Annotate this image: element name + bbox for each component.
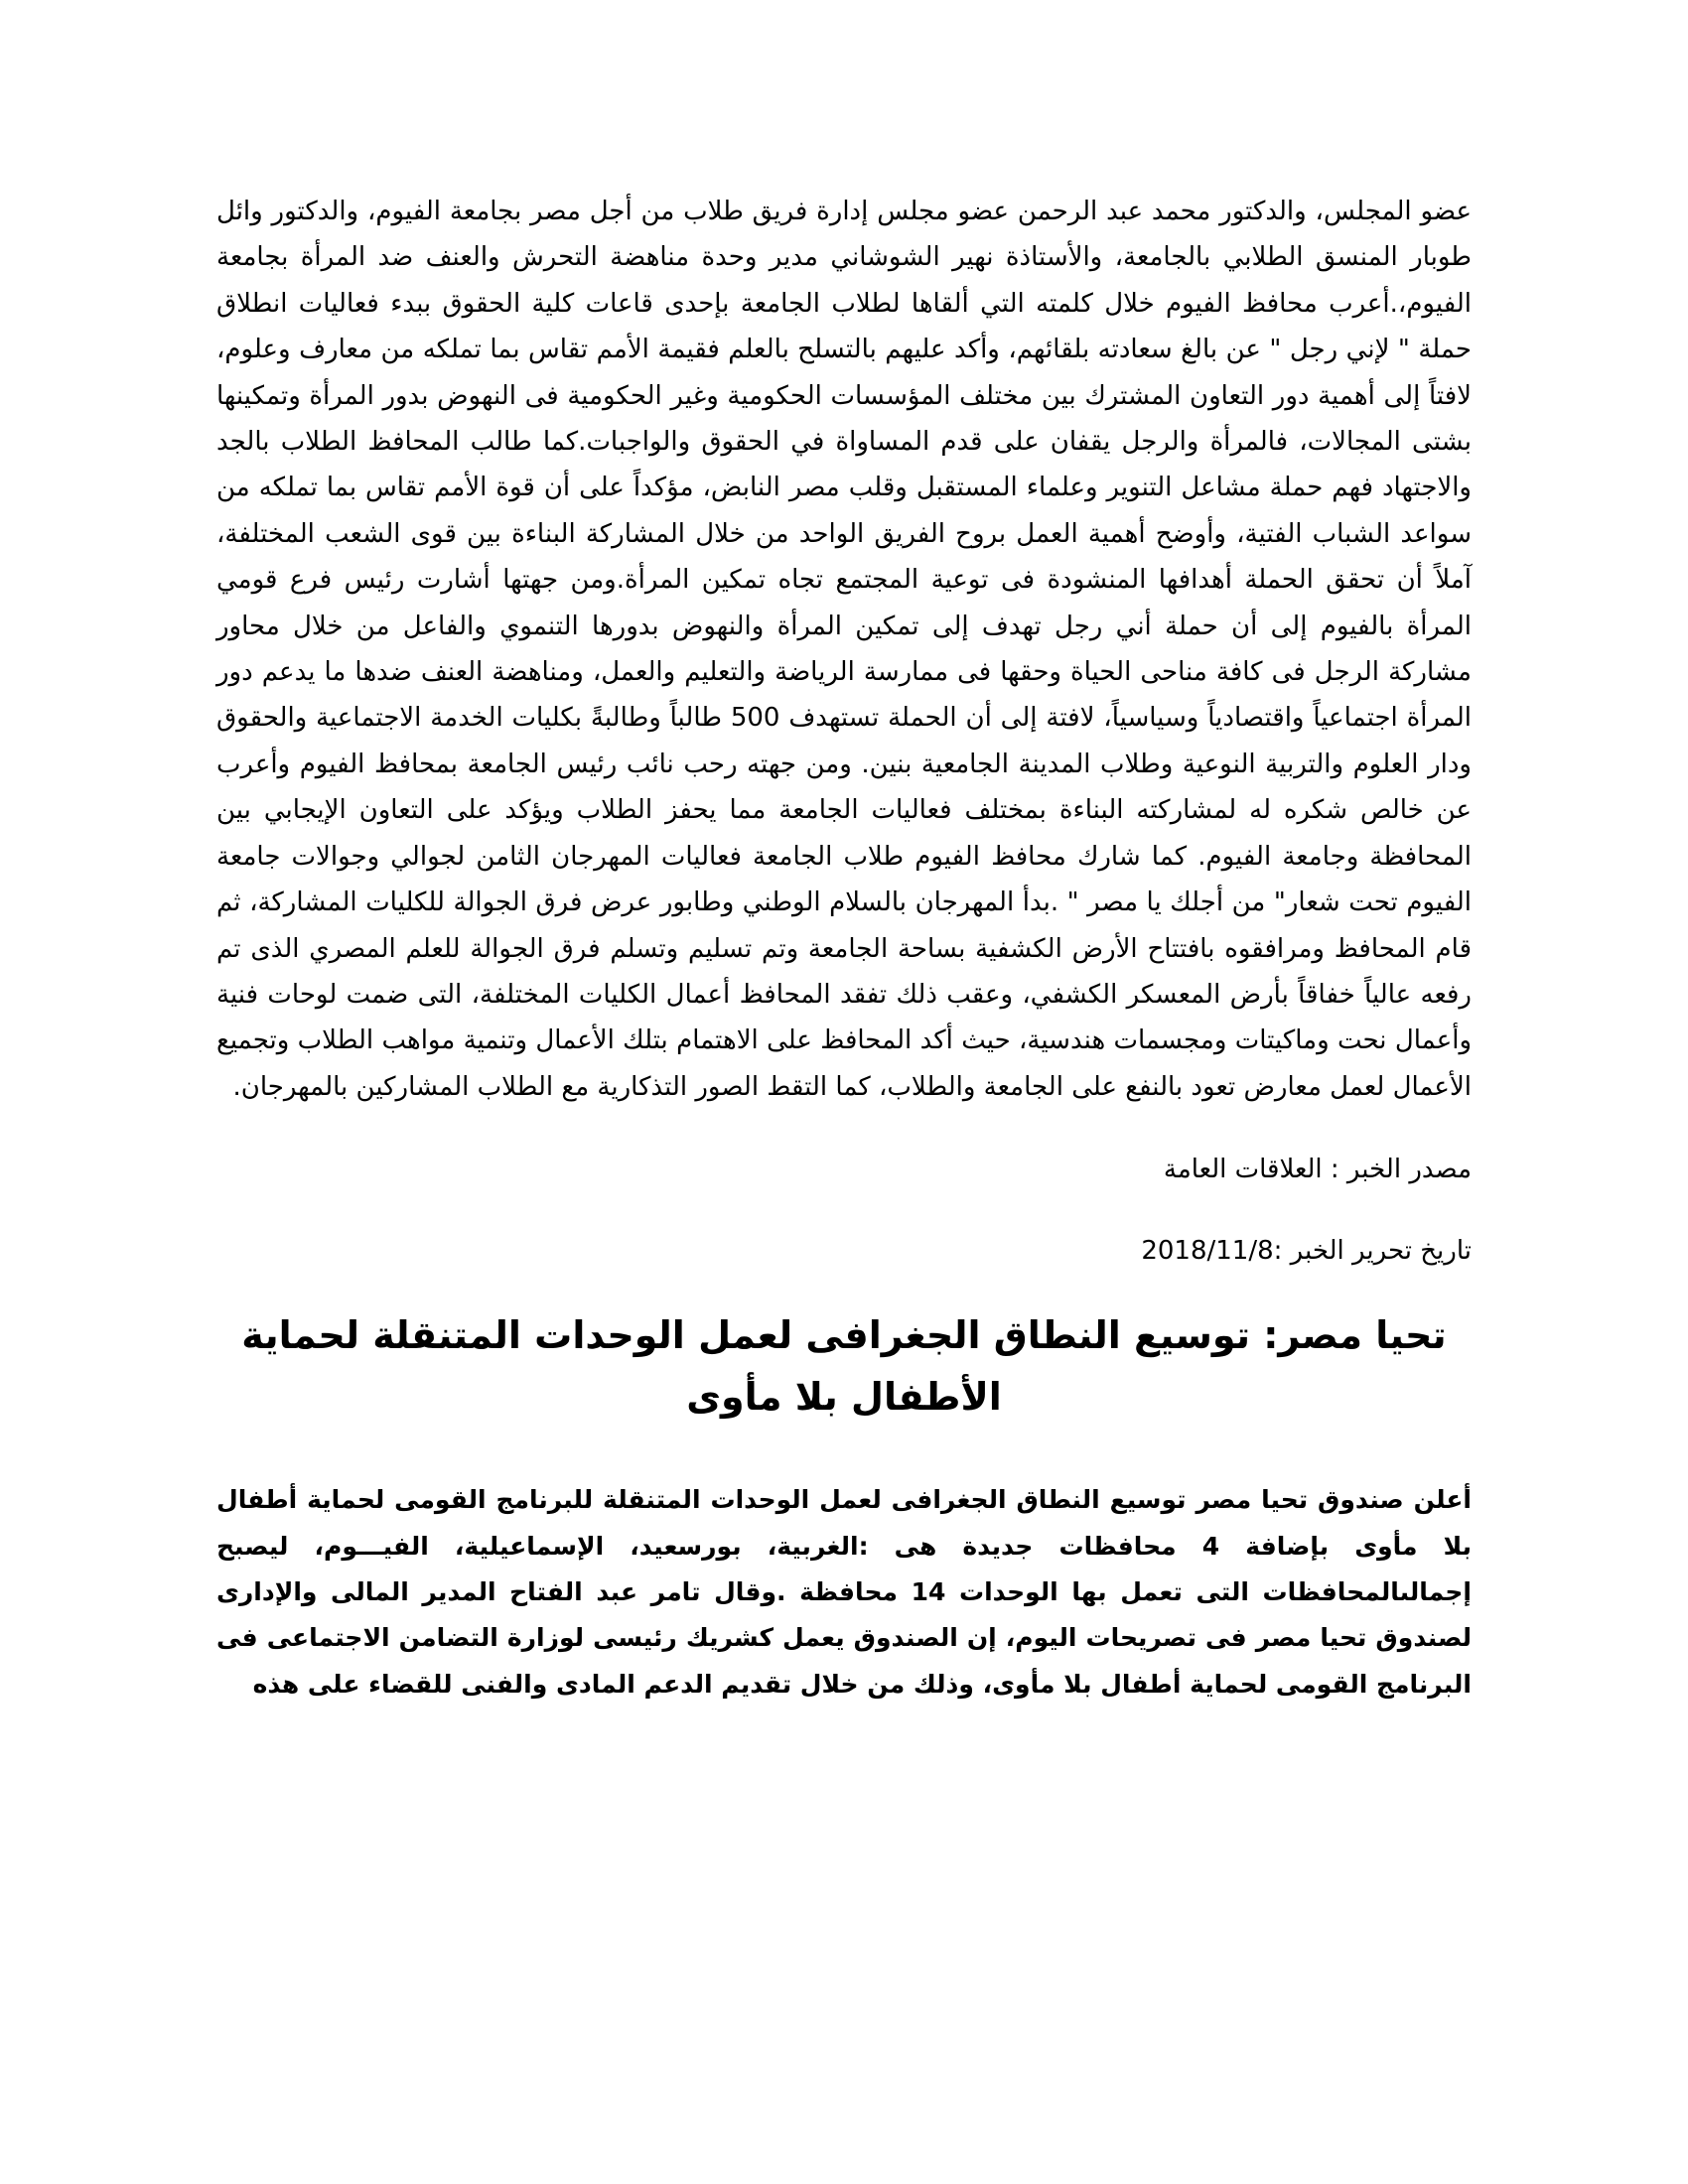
second-article-body-paragraph: أعلن صندوق تحيا مصر توسيع النطاق الجغرافى لعمل الوحدات المتنقلة للبرنامج القومى لحماية أطفال بلا مأوى بإضافة 4 محافظات جديدة هى :الغربية، بورسعيد، الإسماعيلية، الفيـــوم، ليصبح إجمالىالمحافظات التى تعمل بها الوحدات 14 محافظة .وقال تامر عبد الفتاح المدير المالى والإدارى لصندوق تحيا مصر فى تصريحات اليوم، إن الصندوق يعمل كشريك رئيسى لوزارة التضامن الاجتماعى فى البرنامج القومى لحماية أطفال بلا مأوى، وذلك من خلال تقديم الدعم المادى والفنى للقضاء على هذه: [216, 1485, 1473, 1699]
news-date-line: تاريخ تحرير الخبر :2018/11/8: [1141, 1236, 1472, 1267]
document-page: [216, 189, 1472, 1707]
article-headline: تحيا مصر: توسيع النطاق الجغرافى لعمل الوحدات المتنقلة لحماية الأطفال بلا مأوى: [241, 1313, 1447, 1420]
news-source-line: مصدر الخبر : العلاقات العامة: [1163, 1155, 1472, 1185]
article-body-paragraph: عضو المجلس، والدكتور محمد عبد الرحمن عضو مجلس إدارة فريق طلاب من أجل مصر بجامعة الفيوم، والدكتور وائل طوبار المنسق الطلابي بالجامعة، والأستاذة نهير الشوشاني مدير وحدة مناهضة التحرش والعنف ضد المرأة بجامعة الفيوم،.أعرب محافظ الفيوم خلال كلمته التي ألقاها لطلاب الجامعة بإحدى قاعات كلية الحقوق ببدء فعاليات انطلاق حملة " لإني رجل " عن بالغ سعادته بلقائهم، وأكد عليهم بالتسلح بالعلم فقيمة الأمم تقاس بما تملكه من معارف وعلوم، لافتاً إلى أهمية دور التعاون المشترك بين مختلف المؤسسات الحكومية وغير الحكومية فى النهوض بدور المرأة وتمكينها بشتى المجالات، فالمرأة والرجل يقفان على قدم المساواة في الحقوق والواجبات.كما طالب المحافظ الطلاب بالجد والاجتهاد فهم حملة مشاعل التنوير وعلماء المستقبل وقلب مصر النابض، مؤكداً على أن قوة الأمم تقاس بما تملكه من سواعد الشباب الفتية، وأوضح أهمية العمل بروح الفريق الواحد من خلال المشاركة البناءة بين قوى الشعب المختلفة، آملاً أن تحقق الحملة أهدافها المنشودة فى توعية المجتمع تجاه تمكين المرأة.ومن جهتها أشارت رئيس فرع قومي المرأة بالفيوم إلى أن حملة أني رجل تهدف إلى تمكين المرأة والنهوض بدورها التنموي والفاعل من خلال محاور مشاركة الرجل فى كافة مناحى الحياة وحقها فى ممارسة الرياضة والتعليم والعمل، ومناهضة العنف ضدها ما يدعم دور المرأة اجتماعياً واقتصادياً وسياسياً، لافتة إلى أن الحملة تستهدف 500 طالباً وطالبةً بكليات الخدمة الاجتماعية والحقوق ودار العلوم والتربية النوعية وطلاب المدينة الجامعية بنين. ومن جهته رحب نائب رئيس الجامعة بمحافظ الفيوم وأعرب عن خالص شكره له لمشاركته البناءة بمختلف فعاليات الجامعة مما يحفز الطلاب ويؤكد على التعاون الإيجابي بين المحافظة وجامعة الفيوم. كما شارك محافظ الفيوم طلاب الجامعة فعاليات المهرجان الثامن لجوالي وجوالات جامعة الفيوم تحت شعار" من أجلك يا مصر " .بدأ المهرجان بالسلام الوطني وطابور عرض فرق الجوالة للكليات المشاركة، ثم قام المحافظ ومرافقوه بافتتاح الأرض الكشفية بساحة الجامعة وتم تسليم وتسلم فرق الجوالة للعلم المصري الذى تم رفعه عالياً خفاقاً بأرض المعسكر الكشفي، وعقب ذلك تفقد المحافظ أعمال الكليات المختلفة، التى ضمت لوحات فنية وأعمال نحت وماكيتات ومجسمات هندسية، حيث أكد المحافظ على الاهتمام بتلك الأعمال وتنمية مواهب الطلاب وتجميع الأعمال لعمل معارض تعود بالنفع على الجامعة والطلاب، كما التقط الصور التذكارية مع الطلاب المشاركين بالمهرجان.: [216, 197, 1472, 1102]
